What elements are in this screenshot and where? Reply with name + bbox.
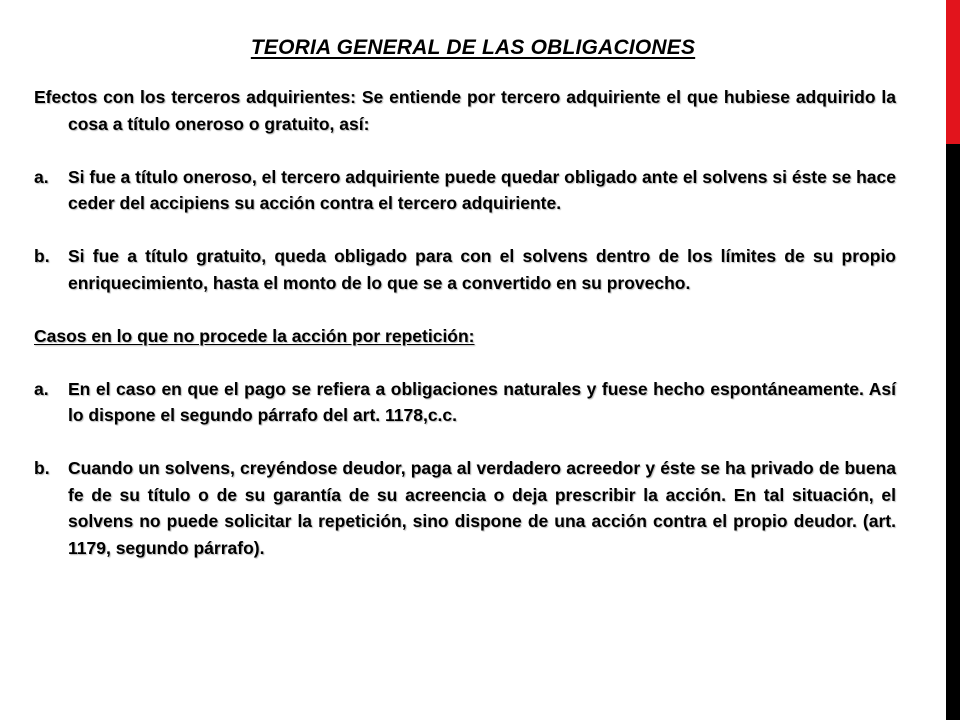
list-item-text: Si fue a título gratuito, queda obligado para con el solvens dentro de los límites de su propio enriquecimiento, hasta el monto de lo que se a convertido en su provecho. [68, 246, 896, 293]
list-item-label: b. [34, 246, 50, 266]
list-item [34, 243, 896, 296]
side-accent-bar-red [946, 0, 960, 144]
list-item [34, 455, 896, 561]
list-item-text: Si fue a título oneroso, el tercero adquiriente puede quedar obligado ante el solvens si éste se hace ceder del accipiens su acción contra el tercero adquiriente. [68, 166, 896, 213]
side-accent-bar-black [946, 144, 960, 720]
list-item-text: Cuando un solvens, creyéndose deudor, paga al verdadero acreedor y éste se ha privado de buena fe de su título o de su garantía de su acreencia o deja prescribir la acción. En tal situación, el solvens no puede solicitar la repetición, sino dispone de una acción contra el propio deudor. (art. 1179, segundo párrafo). [68, 458, 896, 558]
list-item-label: a. [34, 166, 49, 187]
list-item-text: En el caso en que el pago se refiera a obligaciones naturales y fuese hecho espontáneamente. Así lo dispone el segundo párrafo del art. 1178,c.c. [68, 378, 896, 425]
list-item [34, 164, 896, 217]
list-item-label: a. [34, 378, 49, 399]
slide-body [34, 84, 896, 561]
section-heading: Casos en lo que no procede la acción por repetición: [34, 325, 475, 346]
intro-paragraph: Efectos con los terceros adquirientes: Se entiende por tercero adquiriente el que hubiese adquirido la cosa a título oneroso o gratuito, así: [34, 87, 896, 134]
slide-title: TEORIA GENERAL DE LAS OBLIGACIONES [250, 36, 696, 59]
list-item-label: b. [34, 458, 50, 478]
list-item [34, 376, 896, 429]
